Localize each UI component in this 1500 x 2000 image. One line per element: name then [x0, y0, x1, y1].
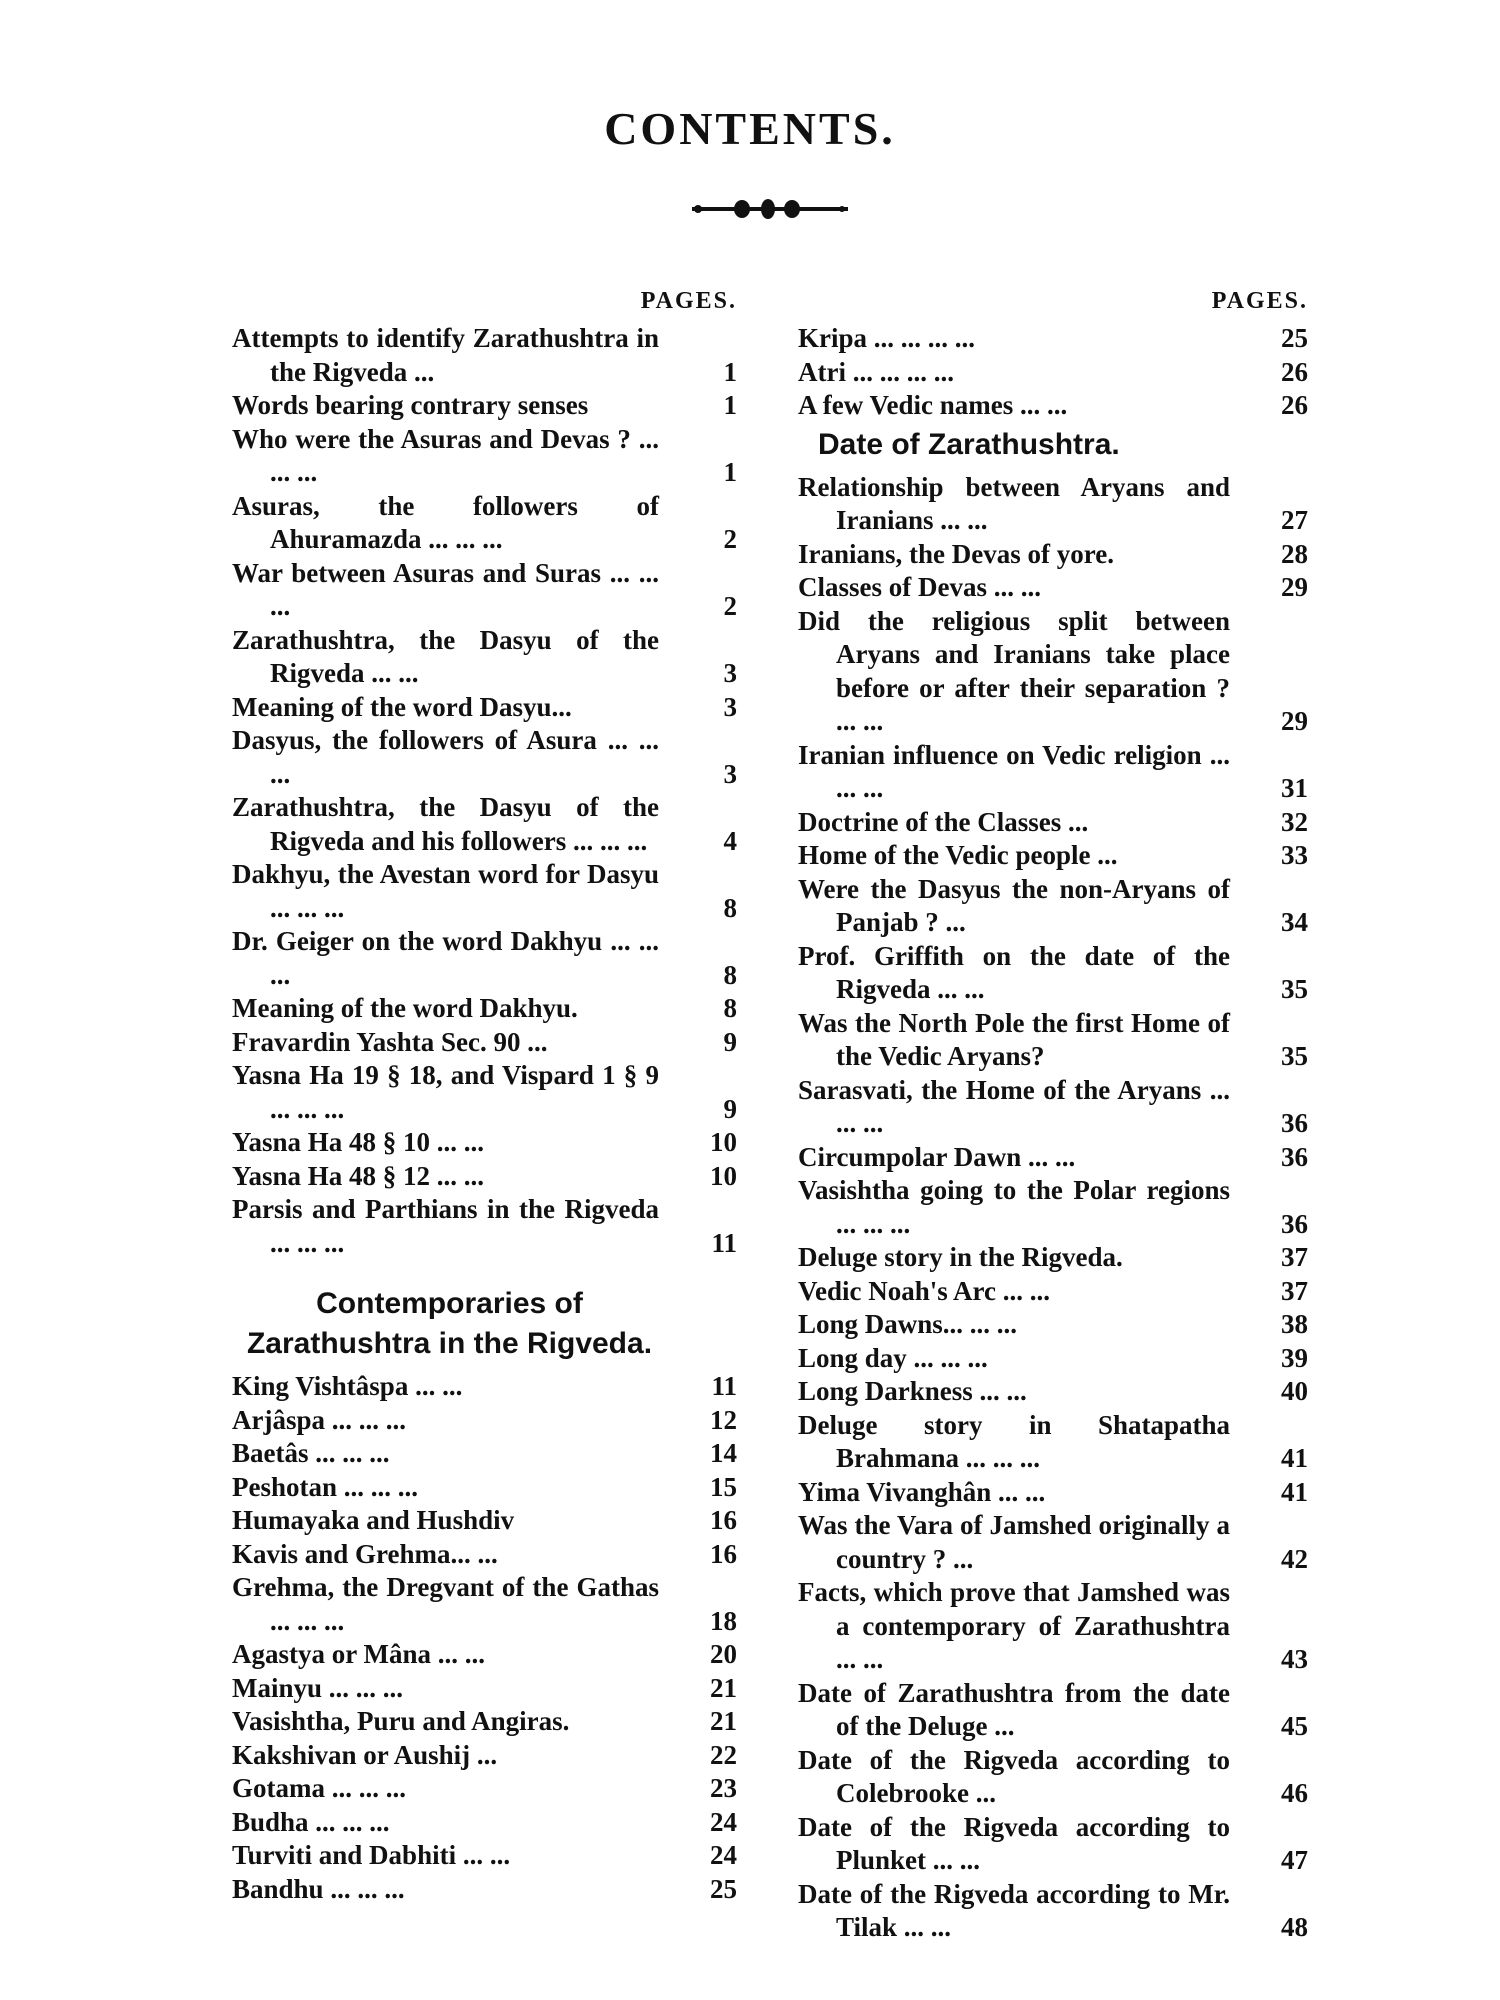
- toc-entry-title: Bandhu ... ... ...: [232, 1873, 405, 1904]
- toc-entry-page: 31: [1281, 773, 1308, 803]
- toc-entry-page: 36: [1281, 1141, 1308, 1172]
- toc-entry-page: 42: [1281, 1543, 1308, 1574]
- contents-right-column: [798, 288, 1308, 1945]
- toc-entry-page: 8: [723, 959, 737, 990]
- toc-entry-title: Date of the Rigveda according to Colebrooke ...: [798, 1744, 1230, 1808]
- toc-entry-title: Gotama ... ... ...: [232, 1773, 406, 1803]
- toc-entry-title: Home of the Vedic people ...: [798, 840, 1118, 870]
- toc-entry-title: Yima Vivanghân ... ...: [798, 1476, 1046, 1507]
- toc-entry-page: 8: [723, 892, 737, 923]
- toc-entry-title: Was the North Pole the first Home of the Vedic Aryans?: [798, 1007, 1230, 1071]
- toc-entry-title: Classes of Devas ... ...: [798, 572, 1041, 602]
- toc-entry[interactable]: [798, 322, 1308, 356]
- section-heading: Date of Zarathushtra.: [818, 427, 1120, 461]
- toc-entry[interactable]: [798, 1744, 1308, 1811]
- toc-entry-title: Relationship between Aryans and Iranians ... ...: [798, 471, 1230, 535]
- toc-entry-page: 18: [710, 1605, 737, 1636]
- toc-entry[interactable]: [232, 624, 737, 691]
- toc-entry-title: Fravardin Yashta Sec. 90 ...: [232, 1026, 548, 1057]
- page-title: CONTENTS.: [604, 103, 896, 154]
- toc-entry-page: 33: [1281, 840, 1308, 870]
- toc-entry-title: Zarathushtra, the Dasyu of the Rigveda and his followers ... ... ...: [232, 792, 659, 856]
- toc-entry-title: Dakhyu, the Avestan word for Dasyu ... ... ...: [232, 859, 659, 923]
- toc-entry-title: Date of the Rigveda according to Mr. Tilak ... ...: [798, 1878, 1230, 1942]
- toc-entry[interactable]: [232, 1437, 737, 1471]
- toc-entry-title: Meaning of the word Dasyu...: [232, 691, 572, 722]
- entries-list: [232, 322, 737, 1260]
- toc-entry-page: 35: [1281, 1041, 1308, 1071]
- toc-entry-page: 1: [723, 356, 737, 387]
- toc-entry-title: Mainyu ... ... ...: [232, 1672, 404, 1703]
- toc-entry[interactable]: [232, 691, 737, 725]
- toc-entry[interactable]: [232, 1504, 737, 1538]
- toc-entry-title: Asuras, the followers of Ahuramazda ... ... ...: [232, 490, 659, 554]
- toc-entry-page: 15: [710, 1471, 737, 1502]
- toc-entry-title: Turviti and Dabhiti ... ...: [232, 1840, 511, 1870]
- toc-entry-page: 22: [710, 1739, 737, 1770]
- entries-list: [798, 471, 1308, 1945]
- toc-entry-page: 47: [1281, 1845, 1308, 1875]
- toc-entry[interactable]: [798, 1576, 1308, 1677]
- divider-ornament: [690, 196, 850, 222]
- toc-entry[interactable]: [798, 1074, 1308, 1141]
- toc-entry-title: Kavis and Grehma... ...: [232, 1538, 498, 1569]
- toc-entry-page: 25: [710, 1873, 737, 1904]
- toc-entry[interactable]: [798, 571, 1308, 605]
- toc-entry[interactable]: [232, 423, 737, 490]
- toc-entry-page: 21: [710, 1706, 737, 1736]
- toc-entry-title: Vasishtha going to the Polar regions ... ... ...: [798, 1175, 1230, 1239]
- contents-left-column: [232, 288, 737, 1906]
- toc-entry-page: 25: [1281, 323, 1308, 353]
- toc-entry-page: 29: [1281, 706, 1308, 736]
- toc-entry-title: Budha ... ... ...: [232, 1806, 390, 1837]
- toc-entry-page: 29: [1281, 572, 1308, 602]
- toc-entry[interactable]: [798, 1342, 1308, 1376]
- toc-entry[interactable]: [232, 1193, 737, 1260]
- toc-entry-page: 28: [1281, 538, 1308, 569]
- toc-entry-title: Date of the Rigveda according to Plunket ... ...: [798, 1811, 1230, 1875]
- toc-entry-page: 46: [1281, 1778, 1308, 1808]
- toc-entry[interactable]: [232, 1571, 737, 1638]
- toc-entry[interactable]: [232, 1839, 737, 1873]
- toc-entry-page: 43: [1281, 1644, 1308, 1674]
- toc-entry[interactable]: [798, 940, 1308, 1007]
- toc-entry-title: Deluge story in the Rigveda.: [798, 1242, 1123, 1272]
- toc-entry-title: Atri ... ... ... ...: [798, 356, 954, 387]
- toc-entry-title: Dr. Geiger on the word Dakhyu ... ... ...: [232, 926, 659, 990]
- toc-entry[interactable]: [232, 724, 737, 791]
- toc-entry-page: 10: [710, 1160, 737, 1191]
- toc-entry-page: 4: [723, 825, 737, 856]
- toc-entry-title: Sarasvati, the Home of the Aryans ... ... ...: [798, 1074, 1230, 1138]
- toc-entry-title: Kakshivan or Aushij ...: [232, 1739, 498, 1770]
- toc-entry[interactable]: [232, 490, 737, 557]
- toc-entry-page: 14: [710, 1438, 737, 1468]
- toc-entry[interactable]: [232, 1638, 737, 1672]
- toc-entry-title: Iranian influence on Vedic religion ... ... ...: [798, 739, 1230, 803]
- toc-entry-page: 26: [1281, 390, 1308, 420]
- toc-entry-title: Prof. Griffith on the date of the Rigveda ... ...: [798, 940, 1230, 1004]
- toc-entry-page: 45: [1281, 1711, 1308, 1741]
- toc-entry-page: 12: [710, 1404, 737, 1435]
- toc-entry-title: Doctrine of the Classes ...: [798, 806, 1089, 837]
- toc-entry[interactable]: [232, 1772, 737, 1806]
- toc-entry-page: 23: [710, 1773, 737, 1803]
- toc-entry-page: 21: [710, 1672, 737, 1703]
- toc-entry-page: 32: [1281, 806, 1308, 837]
- toc-entry[interactable]: [798, 1476, 1308, 1510]
- toc-entry-page: 3: [723, 758, 737, 789]
- toc-entry-title: Circumpolar Dawn ... ...: [798, 1141, 1076, 1172]
- toc-entry-title: Vasishtha, Puru and Angiras.: [232, 1706, 570, 1736]
- toc-entry-page: 41: [1281, 1443, 1308, 1473]
- toc-entry[interactable]: [798, 1241, 1308, 1275]
- toc-entry[interactable]: [232, 1126, 737, 1160]
- toc-entry[interactable]: [232, 557, 737, 624]
- toc-entry-page: 37: [1281, 1242, 1308, 1272]
- toc-entry-page: 16: [710, 1538, 737, 1569]
- toc-entry[interactable]: [232, 1059, 737, 1126]
- pages-header: PAGES.: [640, 288, 737, 314]
- toc-entry[interactable]: [232, 389, 737, 423]
- toc-entry[interactable]: [798, 389, 1308, 423]
- toc-entry-title: Vedic Noah's Arc ... ...: [798, 1275, 1051, 1306]
- toc-entry-title: Facts, which prove that Jamshed was a contemporary of Zarathushtra ... ...: [798, 1577, 1230, 1674]
- toc-entry-page: 2: [723, 591, 737, 621]
- toc-entry-page: 41: [1281, 1476, 1308, 1507]
- toc-entry[interactable]: [232, 1370, 737, 1404]
- toc-entry[interactable]: [798, 1308, 1308, 1342]
- toc-entry-title: War between Asuras and Suras ... ... ...: [232, 557, 659, 621]
- toc-entry-page: 26: [1281, 356, 1308, 387]
- toc-entry-title: Dasyus, the followers of Asura ... ... ...: [232, 725, 659, 789]
- toc-entry-page: 11: [711, 1227, 737, 1258]
- toc-entry-title: Yasna Ha 48 § 10 ... ...: [232, 1127, 485, 1157]
- toc-entry-title: A few Vedic names ... ...: [798, 390, 1068, 420]
- toc-entry-page: 38: [1281, 1309, 1308, 1339]
- toc-entry-page: 24: [710, 1840, 737, 1870]
- toc-entry[interactable]: [232, 925, 737, 992]
- toc-entry[interactable]: [798, 1375, 1308, 1409]
- toc-entry[interactable]: [232, 1672, 737, 1706]
- toc-entry-page: 24: [710, 1806, 737, 1837]
- toc-entry[interactable]: [232, 1739, 737, 1773]
- toc-entry-title: Humayaka and Hushdiv: [232, 1505, 515, 1535]
- toc-entry-page: 10: [710, 1127, 737, 1157]
- toc-entry-page: 39: [1281, 1342, 1308, 1373]
- toc-entry-title: Yasna Ha 48 § 12 ... ...: [232, 1160, 485, 1191]
- toc-entry-page: 3: [723, 691, 737, 722]
- toc-entry-title: King Vishtâspa ... ...: [232, 1371, 463, 1401]
- toc-entry[interactable]: [798, 356, 1308, 390]
- toc-entry-title: Kripa ... ... ... ...: [798, 323, 976, 353]
- toc-entry[interactable]: [232, 858, 737, 925]
- toc-entry-title: Peshotan ... ... ...: [232, 1471, 419, 1502]
- toc-entry-title: Attempts to identify Zarathushtra in the Rigveda ...: [232, 323, 659, 387]
- toc-entry-title: Arjâspa ... ... ...: [232, 1404, 406, 1435]
- toc-entry[interactable]: [798, 1409, 1308, 1476]
- toc-entry[interactable]: [798, 538, 1308, 572]
- toc-entry-page: 11: [711, 1371, 737, 1401]
- entries-list: [232, 1370, 737, 1906]
- toc-entry-title: Agastya or Mâna ... ...: [232, 1639, 485, 1669]
- toc-entry[interactable]: [232, 1026, 737, 1060]
- toc-entry[interactable]: [232, 1705, 737, 1739]
- toc-entry-page: 1: [723, 457, 737, 487]
- toc-entry[interactable]: [798, 1509, 1308, 1576]
- toc-entry-page: 9: [723, 1026, 737, 1057]
- toc-entry-page: 40: [1281, 1376, 1308, 1406]
- toc-entry-title: Yasna Ha 19 § 18, and Vispard 1 § 9 ... ... ...: [232, 1060, 659, 1124]
- toc-entry-title: Words bearing contrary senses: [232, 390, 589, 420]
- toc-entry-page: 8: [723, 993, 737, 1023]
- entries-list: [798, 322, 1308, 423]
- toc-entry-title: Baetâs ... ... ...: [232, 1438, 390, 1468]
- toc-entry-title: Long Dawns... ... ...: [798, 1309, 1018, 1339]
- toc-entry-page: 9: [723, 1093, 737, 1124]
- toc-entry-page: 34: [1281, 907, 1308, 937]
- toc-entry[interactable]: [798, 873, 1308, 940]
- toc-entry[interactable]: [798, 605, 1308, 739]
- toc-entry[interactable]: [798, 1141, 1308, 1175]
- toc-entry-page: 20: [710, 1639, 737, 1669]
- toc-entry-title: Zarathushtra, the Dasyu of the Rigveda ... ...: [232, 624, 659, 688]
- toc-entry-page: 2: [723, 524, 737, 554]
- toc-entry-title: Was the Vara of Jamshed originally a country ? ...: [798, 1510, 1230, 1574]
- toc-entry-page: 1: [723, 390, 737, 420]
- toc-entry-title: Grehma, the Dregvant of the Gathas ... ... ...: [232, 1572, 659, 1636]
- toc-entry[interactable]: [798, 1174, 1308, 1241]
- toc-entry-page: 16: [710, 1505, 737, 1535]
- toc-entry-page: 3: [723, 658, 737, 688]
- toc-entry[interactable]: [798, 1878, 1308, 1945]
- toc-entry[interactable]: [798, 739, 1308, 806]
- toc-entry[interactable]: [232, 791, 737, 858]
- toc-entry[interactable]: [232, 1538, 737, 1572]
- toc-entry[interactable]: [798, 471, 1308, 538]
- toc-entry[interactable]: [232, 1471, 737, 1505]
- toc-entry[interactable]: [232, 1404, 737, 1438]
- toc-entry-page: 35: [1281, 974, 1308, 1004]
- toc-entry[interactable]: [232, 992, 737, 1026]
- toc-entry-title: Deluge story in Shatapatha Brahmana ... ... ...: [798, 1409, 1230, 1473]
- toc-entry-page: 36: [1281, 1108, 1308, 1138]
- toc-entry[interactable]: [798, 806, 1308, 840]
- pages-header: PAGES.: [1211, 288, 1308, 314]
- toc-entry-title: Long Darkness ... ...: [798, 1376, 1027, 1406]
- toc-entry[interactable]: [798, 1677, 1308, 1744]
- toc-entry[interactable]: [798, 839, 1308, 873]
- toc-entry-title: Meaning of the word Dakhyu.: [232, 993, 578, 1023]
- toc-entry-title: Did the religious split between Aryans and Iranians take place before or after their separation ? ... ...: [798, 605, 1230, 736]
- toc-entry[interactable]: [232, 1873, 737, 1907]
- toc-entry-title: Parsis and Parthians in the Rigveda ... ... ...: [232, 1194, 659, 1258]
- toc-entry-page: 37: [1281, 1275, 1308, 1306]
- toc-entry[interactable]: [798, 1275, 1308, 1309]
- section-heading: Contemporaries of Zarathushtra in the Rigveda.: [246, 1287, 653, 1360]
- toc-entry-page: 36: [1281, 1208, 1308, 1239]
- toc-entry[interactable]: [798, 1007, 1308, 1074]
- toc-entry[interactable]: [232, 322, 737, 389]
- toc-entry[interactable]: [798, 1811, 1308, 1878]
- toc-entry-page: 27: [1281, 505, 1308, 535]
- toc-entry-title: Date of Zarathushtra from the date of the Deluge ...: [798, 1677, 1230, 1741]
- toc-entry-page: 48: [1281, 1912, 1308, 1942]
- toc-entry[interactable]: [232, 1160, 737, 1194]
- toc-entry-title: Iranians, the Devas of yore.: [798, 538, 1114, 569]
- toc-entry-title: Were the Dasyus the non-Aryans of Panjab ? ...: [798, 873, 1230, 937]
- toc-entry-title: Who were the Asuras and Devas ? ... ... ...: [232, 423, 659, 487]
- toc-entry[interactable]: [232, 1806, 737, 1840]
- toc-entry-title: Long day ... ... ...: [798, 1342, 988, 1373]
